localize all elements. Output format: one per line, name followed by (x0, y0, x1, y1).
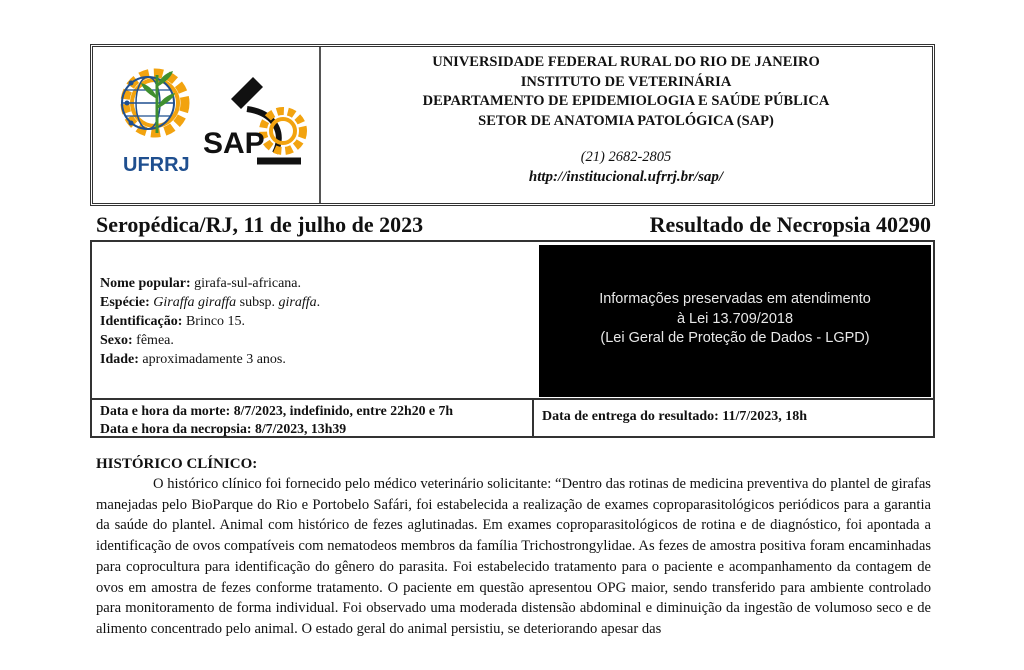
species-label: Espécie: (100, 295, 150, 310)
ufrrj-logo-text: UFRRJ (123, 154, 190, 176)
clinical-history-body: O histórico clínico foi fornecido pelo médico veterinário solicitante: “Dentro das rotinas de medicina preventiva do plantel de girafas manejadas pelo BioParque do Rio e Portobelo Safári, foi estabelecida a realização de exames coproparasitológicos periódicos para a garantia da saúde do plantel. Animal com histórico de fezes aglutinadas. Em exames coproparasitológicos de rotina e de diagnóstico, foi apontada a identificação de ovos compatíveis com nematodeos membros da família Trichostrongylidae. As fezes de amostra positiva foram encaminhadas para coprocultura para identificação do gênero do parasita. Foi estabelecido tratamento para o paciente e acompanhamento da contagem de ovos em amostra de fezes conforme tratamento. O paciente em questão apresentou OPG maior, sendo transferido para ambiente controlado para monitoramento de forma individual. Foi observado uma moderada distensão abdominal e diminuição da ingestão de volumoso seco e de alimento concentrado pelo animal. O estado geral do animal persistiu, se deteriorando apesar das (96, 476, 931, 637)
species-genus: Giraffa giraffa (153, 295, 237, 310)
popular-name-label: Nome popular: (100, 276, 191, 291)
institute-name: INSTITUTO DE VETERINÁRIA (520, 73, 732, 90)
necropsy-result-title: Resultado de Necropsia 40290 (649, 212, 931, 237)
death-necropsy-dates (100, 402, 453, 438)
sector-name: SETOR DE ANATOMIA PATOLÓGICA (SAP) (478, 112, 774, 129)
age-line (100, 350, 320, 369)
privacy-line-2: à Lei 13.709/2018 (676, 310, 794, 327)
department-name: DEPARTAMENTO DE EPIDEMIOLOGIA E SAÚDE PÚBLICA (422, 93, 830, 109)
phone-number: (21) 2682-2805 (580, 149, 672, 165)
sap-logo-text: SAP (203, 127, 265, 160)
animal-details (100, 274, 320, 369)
species-subsp-label: subsp. (236, 295, 279, 310)
identification-value: Brinco 15. (182, 314, 246, 329)
identification-line (100, 312, 320, 331)
animal-info-box (90, 240, 935, 438)
identification-label: Identificação: (100, 314, 183, 329)
university-name: UNIVERSIDADE FEDERAL RURAL DO RIO DE JANEIRO (432, 54, 820, 70)
privacy-line-3: (Lei Geral de Proteção de Dados - LGPD) (600, 330, 870, 346)
species-end: . (316, 295, 321, 310)
place-date: Seropédica/RJ, 11 de julho de 2023 (96, 212, 424, 237)
privacy-line-1: Informações preservadas em atendimento (599, 291, 871, 307)
popular-name-line (100, 274, 320, 293)
header-box (90, 44, 935, 206)
institution-block (320, 47, 932, 203)
age-value: aproximadamente 3 anos. (138, 352, 286, 367)
privacy-redaction-box (539, 245, 931, 397)
clinical-history-section (96, 456, 931, 640)
species-subspecies: giraffa (278, 295, 317, 310)
sex-line (100, 331, 320, 350)
report-title-row (96, 212, 931, 238)
clinical-history-title: HISTÓRICO CLÍNICO: (96, 456, 258, 472)
website-link[interactable]: http://institucional.ufrrj.br/sap/ (528, 169, 724, 185)
species-line (100, 293, 320, 312)
death-date: Data e hora da morte: 8/7/2023, indefinido, entre 22h20 e 7h (100, 403, 454, 418)
necropsy-date: Data e hora da necropsia: 8/7/2023, 13h39 (100, 421, 347, 436)
sap-logo (201, 69, 317, 189)
delivery-date: Data de entrega do resultado: 11/7/2023, 18h (532, 400, 933, 438)
sex-value: fêmea. (132, 333, 174, 348)
dates-row (92, 398, 933, 438)
sex-label: Sexo: (100, 333, 133, 348)
popular-name-value: girafa-sul-africana. (190, 276, 301, 291)
age-label: Idade: (100, 352, 139, 367)
